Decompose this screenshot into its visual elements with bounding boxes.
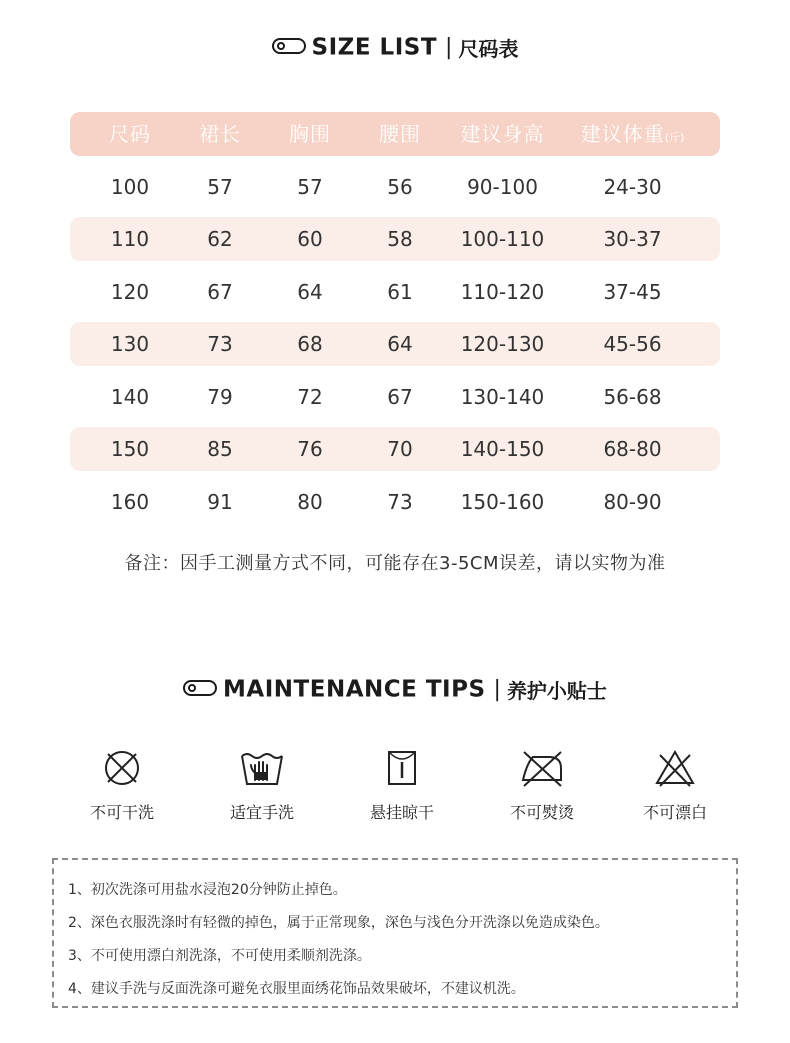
care-item-hang-dry — [337, 748, 467, 823]
table-row — [70, 375, 720, 419]
title-separator: | — [445, 35, 453, 60]
care-label: 适宜手洗 — [229, 803, 294, 822]
care-label: 悬挂晾干 — [369, 803, 434, 822]
table-cell: 70 — [387, 437, 413, 461]
column-header: 胸围 — [289, 122, 331, 146]
care-item-no-bleach — [610, 748, 740, 823]
table-cell: 73 — [387, 489, 413, 514]
table-cell: 45-56 — [603, 332, 662, 356]
table-cell: 90-100 — [467, 174, 538, 199]
tips-title-en: MAINTENANCE TIPS — [223, 676, 486, 703]
table-cell: 130-140 — [460, 384, 545, 409]
table-cell: 57 — [297, 174, 323, 199]
table-cell: 56 — [387, 174, 413, 199]
size-title-cn: 尺码表 — [458, 37, 519, 61]
tip-item: 1、初次洗涤可用盐水浸泡20分钟防止掉色。 — [68, 882, 347, 898]
table-cell: 57 — [207, 174, 233, 199]
no-dry-clean-icon — [102, 748, 142, 788]
care-item-no-dry-clean — [57, 748, 187, 823]
table-row — [70, 480, 720, 524]
table-cell: 62 — [207, 227, 233, 251]
tip-item: 4、建议手洗与反面洗涤可避免衣服里面绣花饰品效果破坏，不建议机洗。 — [68, 981, 525, 997]
table-cell: 64 — [297, 279, 323, 304]
column-header: 建议体重 — [580, 122, 665, 146]
table-cell: 76 — [297, 437, 323, 461]
no-bleach-icon — [653, 748, 697, 788]
table-cell: 100-110 — [460, 227, 545, 251]
size-title-en: SIZE LIST — [311, 34, 438, 61]
table-cell: 58 — [387, 227, 413, 251]
table-cell: 79 — [207, 384, 233, 409]
care-label: 不可漂白 — [642, 803, 707, 822]
tip-item: 2、深色衣服洗涤时有轻微的掉色，属于正常现象，深色与浅色分开洗涤以免造成染色。 — [68, 915, 609, 931]
table-cell: 80 — [297, 489, 323, 514]
table-cell: 130 — [110, 332, 150, 356]
table-row — [70, 165, 720, 209]
column-header: 腰围 — [379, 122, 421, 146]
column-header: 尺码 — [109, 122, 151, 146]
table-cell: 140-150 — [460, 437, 545, 461]
table-cell: 24-30 — [603, 174, 662, 199]
table-cell: 37-45 — [603, 279, 662, 304]
table-cell: 120 — [110, 279, 150, 304]
table-cell: 80-90 — [603, 489, 662, 514]
table-cell: 30-37 — [603, 227, 662, 251]
weight-unit: (斤) — [664, 131, 685, 144]
care-label: 不可干洗 — [89, 803, 154, 822]
title-separator: | — [493, 677, 501, 702]
table-row — [70, 322, 720, 366]
table-cell: 56-68 — [603, 384, 662, 409]
table-cell: 67 — [207, 279, 233, 304]
table-cell: 73 — [207, 332, 233, 356]
column-header: 裙长 — [199, 122, 241, 146]
table-cell: 85 — [207, 437, 233, 461]
care-item-hand-wash — [197, 748, 327, 823]
table-cell: 91 — [207, 489, 233, 514]
table-cell: 60 — [297, 227, 323, 251]
table-row — [70, 217, 720, 261]
table-row — [70, 427, 720, 471]
care-label: 不可熨烫 — [509, 803, 574, 822]
table-cell: 64 — [387, 332, 413, 356]
tip-item: 3、不可使用漂白剂洗涤，不可使用柔顺剂洗涤。 — [68, 948, 371, 964]
tips-title-cn: 养护小贴士 — [506, 679, 607, 703]
tips-box — [52, 858, 738, 1008]
table-body — [70, 165, 720, 524]
size-list-heading — [0, 33, 790, 62]
table-header-row — [70, 112, 720, 156]
maintenance-tips-heading — [0, 675, 790, 704]
table-cell: 160 — [110, 489, 150, 514]
hand-wash-icon — [239, 748, 285, 788]
table-cell: 68-80 — [603, 437, 662, 461]
hang-dry-icon — [382, 748, 422, 788]
size-table — [70, 112, 720, 532]
table-cell: 110 — [110, 227, 150, 251]
table-row — [70, 270, 720, 314]
table-cell: 150 — [110, 437, 150, 461]
care-item-no-iron — [477, 748, 607, 823]
no-iron-icon — [519, 748, 565, 788]
toggle-pill-icon — [183, 680, 217, 696]
table-cell: 72 — [297, 384, 323, 409]
table-cell: 150-160 — [460, 489, 545, 514]
table-cell: 67 — [387, 384, 413, 409]
table-cell: 110-120 — [460, 279, 545, 304]
table-cell: 140 — [110, 384, 150, 409]
table-cell: 68 — [297, 332, 323, 356]
measurement-note: 备注：因手工测量方式不同，可能存在3-5CM误差，请以实物为准 — [124, 553, 666, 574]
table-cell: 120-130 — [460, 332, 545, 356]
table-cell: 100 — [110, 174, 150, 199]
toggle-pill-icon — [272, 38, 306, 54]
table-cell: 61 — [387, 279, 413, 304]
column-header-weight — [570, 112, 695, 156]
column-header: 建议身高 — [460, 122, 545, 146]
